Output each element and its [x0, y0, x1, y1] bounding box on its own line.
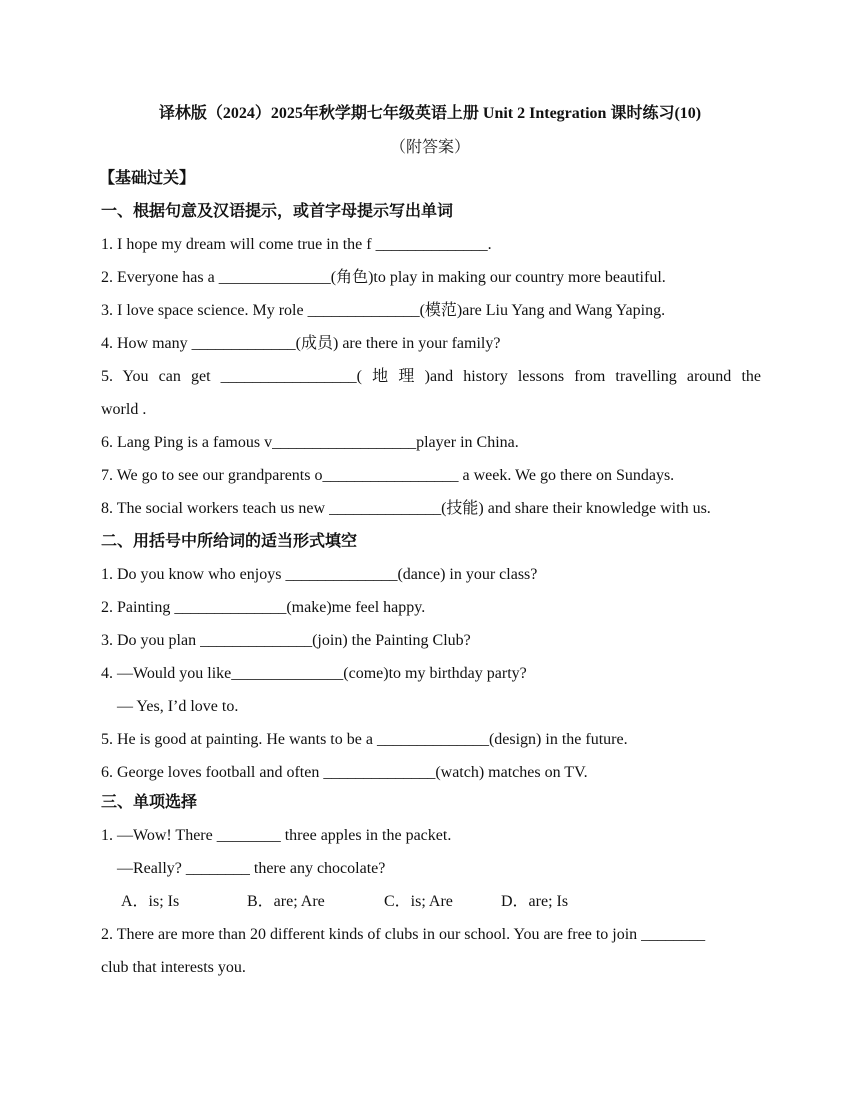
answer-note: （附答案） [389, 139, 470, 156]
question-item: 1. —Wow! There ________ three apples in the packet. [101, 827, 452, 844]
option-b: B．are; Are [247, 893, 325, 910]
question-item: 4. How many _____________(成员) are there in your family? [101, 335, 501, 352]
option-a: A．is; Is [121, 893, 180, 910]
worksheet-body [101, 168, 761, 979]
question-item: 2. Everyone has a ______________(角色)to play in making our country more beautiful. [101, 269, 666, 286]
option-d: D．are; Is [501, 893, 569, 910]
question-item: 4. —Would you like______________(come)to my birthday party? [101, 665, 527, 682]
question-item: 1. Do you know who enjoys ______________(dance) in your class? [101, 566, 538, 583]
question-item: 6. George loves football and often ______________(watch) matches on TV. [101, 764, 588, 781]
option-c: C．is; Are [384, 893, 453, 910]
section-heading-1: 一、根据句意及汉语提示，或首字母提示写出单词 [101, 203, 454, 220]
question-item-continuation: club that interests you. [101, 959, 246, 976]
question-item: 1. I hope my dream will come true in the f ______________. [101, 236, 492, 253]
question-reply: — Yes, I’d love to. [117, 698, 239, 715]
question-reply: —Really? ________ there any chocolate? [117, 860, 386, 877]
question-item: 3. I love space science. My role ______________(模范)are Liu Yang and Wang Yaping. [101, 302, 666, 319]
question-item: 2. Painting ______________(make)me feel happy. [101, 599, 426, 616]
answer-options [101, 891, 761, 913]
question-item: 3. Do you plan ______________(join) the Painting Club? [101, 632, 471, 649]
page-title: 译林版（2024）2025年秋学期七年级英语上册 Unit 2 Integration 课时练习(10) [158, 105, 702, 122]
question-item: 6. Lang Ping is a famous v__________________player in China. [101, 434, 519, 451]
question-item: 5. You can get _________________( 地 理 )and history lessons from travelling around the [101, 368, 761, 385]
basic-section-label: 【基础过关】 [99, 170, 196, 187]
section-heading-2: 二、用括号中所给词的适当形式填空 [101, 533, 358, 550]
section-heading-3: 三、单项选择 [101, 794, 198, 811]
question-item: 8. The social workers teach us new ______________(技能) and share their knowledge with us. [101, 500, 711, 517]
question-item: 5. He is good at painting. He wants to be a ______________(design) in the future. [101, 731, 628, 748]
question-item: 2. There are more than 20 different kinds of clubs in our school. You are free to join ________ [101, 926, 706, 943]
question-item: 7. We go to see our grandparents o_________________ a week. We go there on Sundays. [101, 467, 675, 484]
question-item-continuation: world . [101, 401, 147, 418]
